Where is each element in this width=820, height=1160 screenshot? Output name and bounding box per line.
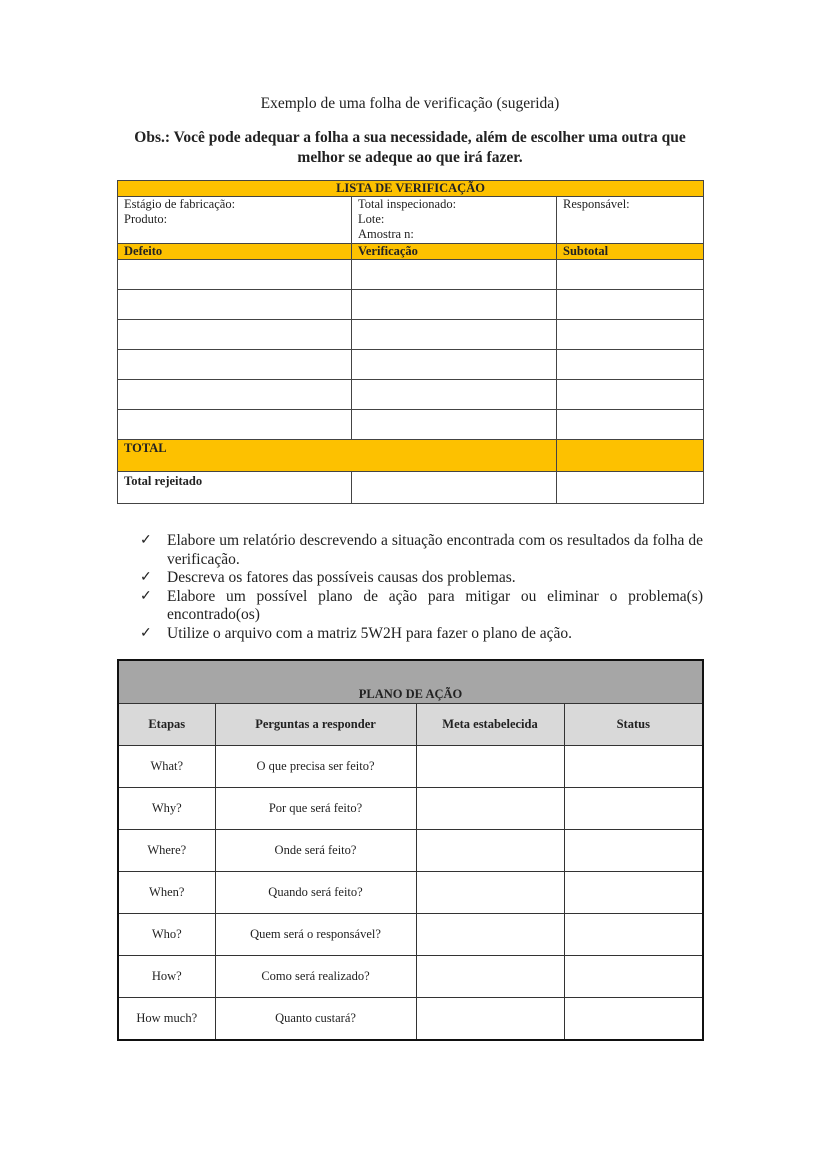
label-total-inspected: Total inspecionado: — [358, 197, 457, 211]
step-cell: Why? — [118, 788, 215, 830]
info-cell-inspection — [352, 197, 557, 244]
question-cell: O que precisa ser feito? — [215, 746, 416, 788]
column-header-subtotal: Subtotal — [557, 244, 704, 260]
table-row — [118, 320, 704, 350]
blank-cell[interactable] — [557, 350, 704, 380]
checklist-table — [117, 180, 704, 504]
instruction-text: Descreva os fatores das possíveis causas dos problemas. — [167, 569, 516, 586]
column-header-defect: Defeito — [118, 244, 352, 260]
status-cell[interactable] — [564, 872, 703, 914]
question-cell: Quem será o responsável? — [215, 914, 416, 956]
status-cell[interactable] — [564, 746, 703, 788]
goal-cell[interactable] — [416, 998, 564, 1041]
question-cell: Quanto custará? — [215, 998, 416, 1041]
table-row — [118, 788, 703, 830]
checklist-header: LISTA DE VERIFICAÇÃO — [118, 181, 704, 197]
instruction-text: Elabore um relatório descrevendo a situação encontrada com os resultados da folha de verificação. — [167, 532, 703, 568]
question-cell: Quando será feito? — [215, 872, 416, 914]
instruction-text: Elabore um possível plano de ação para mitigar ou eliminar o problema(s) encontrado(os) — [167, 587, 703, 623]
rejected-subtotal-cell[interactable] — [557, 472, 704, 504]
table-row — [118, 746, 703, 788]
status-cell[interactable] — [564, 788, 703, 830]
blank-cell[interactable] — [118, 260, 352, 290]
question-cell: Onde será feito? — [215, 830, 416, 872]
label-responsible: Responsável: — [563, 197, 630, 211]
blank-cell[interactable] — [352, 410, 557, 440]
total-value-cell[interactable] — [557, 440, 704, 472]
observation-note: Obs.: Você pode adequar a folha a sua necessidade, além de escolher uma outra que melhor se adeque ao que irá fazer. — [134, 129, 686, 166]
goal-cell[interactable] — [416, 872, 564, 914]
checkmark-icon: ✓ — [140, 533, 152, 548]
blank-cell[interactable] — [352, 380, 557, 410]
checkmark-icon: ✓ — [140, 570, 152, 585]
step-cell: How much? — [118, 998, 215, 1041]
list-item — [140, 625, 703, 644]
goal-cell[interactable] — [416, 830, 564, 872]
blank-cell[interactable] — [352, 290, 557, 320]
column-header-questions: Perguntas a responder — [215, 704, 416, 746]
list-item — [140, 532, 703, 569]
blank-cell[interactable] — [118, 380, 352, 410]
label-lot: Lote: — [358, 212, 385, 226]
blank-cell[interactable] — [352, 260, 557, 290]
table-row — [118, 260, 704, 290]
label-sample: Amostra n: — [358, 227, 414, 241]
column-header-status: Status — [564, 704, 703, 746]
goal-cell[interactable] — [416, 956, 564, 998]
label-product: Produto: — [124, 212, 168, 226]
step-cell: Where? — [118, 830, 215, 872]
status-cell[interactable] — [564, 914, 703, 956]
table-row — [118, 410, 704, 440]
action-plan-table — [117, 659, 704, 1041]
step-cell: Who? — [118, 914, 215, 956]
checkmark-icon: ✓ — [140, 625, 152, 641]
table-row — [118, 872, 703, 914]
table-row — [118, 998, 703, 1041]
table-row — [118, 350, 704, 380]
step-cell: How? — [118, 956, 215, 998]
instruction-text: Utilize o arquivo com a matriz 5W2H para fazer o plano de ação. — [167, 624, 572, 642]
column-header-verification: Verificação — [352, 244, 557, 260]
blank-cell[interactable] — [557, 260, 704, 290]
document-title: Exemplo de uma folha de verificação (sugerida) — [260, 95, 560, 112]
total-label: TOTAL — [118, 440, 557, 472]
status-cell[interactable] — [564, 956, 703, 998]
blank-cell[interactable] — [118, 410, 352, 440]
table-row — [118, 290, 704, 320]
question-cell: Por que será feito? — [215, 788, 416, 830]
goal-cell[interactable] — [416, 914, 564, 956]
rejected-verification-cell[interactable] — [352, 472, 557, 504]
step-cell: When? — [118, 872, 215, 914]
table-row — [118, 914, 703, 956]
action-plan-title: PLANO DE AÇÃO — [118, 660, 703, 704]
blank-cell[interactable] — [557, 290, 704, 320]
blank-cell[interactable] — [557, 410, 704, 440]
label-manufacturing-stage: Estágio de fabricação: — [124, 197, 236, 211]
column-header-steps: Etapas — [118, 704, 215, 746]
info-cell-responsible — [557, 197, 704, 244]
blank-cell[interactable] — [352, 350, 557, 380]
rejected-label: Total rejeitado — [118, 472, 352, 504]
checkmark-icon: ✓ — [140, 588, 152, 604]
step-cell: What? — [118, 746, 215, 788]
table-row — [118, 830, 703, 872]
goal-cell[interactable] — [416, 746, 564, 788]
info-cell-stage — [118, 197, 352, 244]
blank-cell[interactable] — [118, 320, 352, 350]
blank-cell[interactable] — [352, 320, 557, 350]
instruction-list — [140, 532, 703, 643]
table-row — [118, 380, 704, 410]
list-item — [140, 569, 703, 588]
list-item — [140, 588, 703, 625]
column-header-goal: Meta estabelecida — [416, 704, 564, 746]
blank-cell[interactable] — [118, 350, 352, 380]
blank-cell[interactable] — [557, 320, 704, 350]
table-row — [118, 956, 703, 998]
blank-cell[interactable] — [557, 380, 704, 410]
status-cell[interactable] — [564, 830, 703, 872]
goal-cell[interactable] — [416, 788, 564, 830]
status-cell[interactable] — [564, 998, 703, 1041]
question-cell: Como será realizado? — [215, 956, 416, 998]
blank-cell[interactable] — [118, 290, 352, 320]
